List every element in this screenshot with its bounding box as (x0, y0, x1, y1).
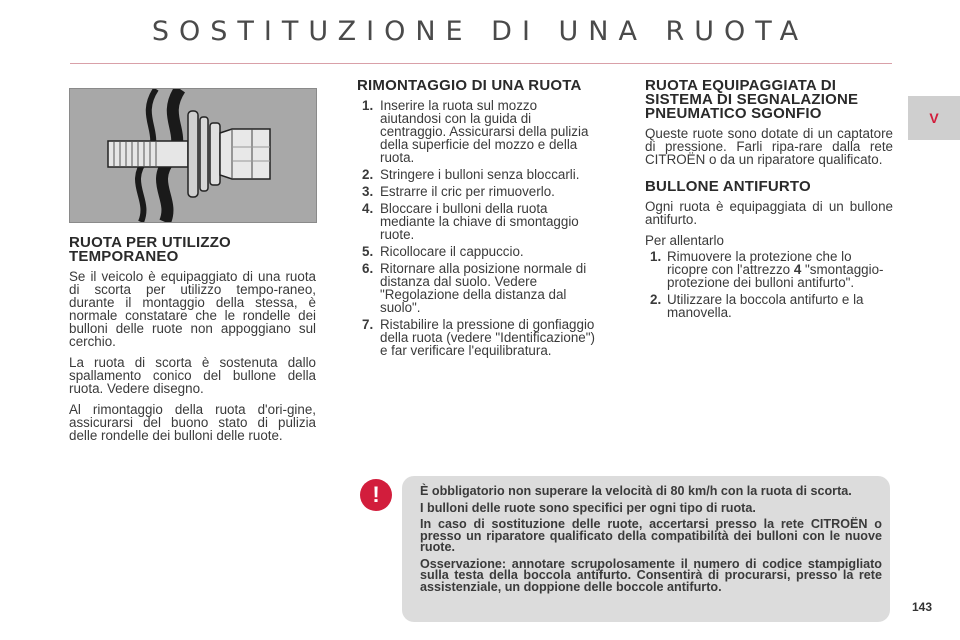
section-heading: RUOTA PER UTILIZZO TEMPORANEO (69, 234, 231, 265)
paragraph: Ogni ruota è equipaggiata di un bullone antifurto. (645, 199, 893, 227)
page-number: 143 (912, 600, 933, 614)
steps-list (357, 99, 597, 357)
list-item: 7. Ristabilire la pressione di gonfiaggio della ruota (vedere "Identificazione") e far verificare l'equilibratura. (362, 317, 595, 358)
list-item: 1. Inserire la ruota sul mozzo aiutandosi con la guida di centraggio. Assicurarsi della pulizia della superficie del mozzo e della ruota. (362, 98, 589, 165)
paragraph: Queste ruote sono dotate di un captatore di pressione. Farli ripa-rare dalla rete CITROËN o da un riparatore qualificato. (645, 126, 893, 167)
tool-number: 4 (793, 262, 802, 277)
paragraph: Al rimontaggio della ruota d'ori-gine, assicurarsi del buono stato di pulizia delle rondelle dei bulloni delle ruote. (69, 402, 316, 443)
wheel-bolt-illustration (69, 88, 317, 223)
list-item: 5. Ricollocare il cappuccio. (362, 244, 524, 259)
warning-text: I bulloni delle ruote sono specifici per ogni tipo di ruota. (420, 500, 756, 515)
list-item: 2. Stringere i bulloni senza bloccarli. (362, 167, 580, 182)
warning-text: In caso di sostituzione delle ruote, accertarsi presso la rete CITROËN o presso un riparatore qualificato della compatibilità dei bulloni con le nuove ruote. (420, 517, 882, 554)
warning-text: È obbligatorio non superare la velocità di 80 km/h con la ruota di scorta. (420, 484, 852, 498)
temporary-wheel-section (69, 236, 316, 450)
list-item: 3. Estrarre il cric per rimuoverlo. (362, 184, 555, 199)
list-item: 6. Ritornare alla posizione normale di distanza dal suolo. Vedere "Regolazione della distanza dal suolo". (362, 261, 587, 315)
tpms-antitheft-section (645, 79, 893, 323)
list-item: 4. Bloccare i bulloni della ruota mediante la chiave di smontaggio ruote. (362, 201, 579, 242)
chapter-tab[interactable]: V (908, 96, 960, 140)
list-item: 1. Rimuovere la protezione che lo ricopre con l'attrezzo 4 "smontaggio-protezione dei bulloni antifurto". (650, 249, 884, 290)
wheel-bolt-drawing (70, 89, 316, 222)
section-heading: RUOTA EQUIPAGGIATA DI SISTEMA DI SEGNALAZIONE PNEUMATICO SGONFIO (645, 77, 859, 122)
exclamation-icon: ! (360, 479, 392, 511)
paragraph: La ruota di scorta è sostenuta dallo spallamento conico del bullone della ruota. Vedere disegno. (69, 355, 316, 396)
page-title: SOSTITUZIONE DI UNA RUOTA (151, 16, 809, 47)
warning-text: Osservazione: annotare scrupolosamente il numero di codice stampigliato sulla testa della boccola antifurto. Consentirà di procurarsi, presso la rete assistenziale, un doppione delle boccole antifurto. (420, 556, 882, 594)
paragraph: Se il veicolo è equipaggiato di una ruota di scorta per utilizzo tempo-raneo, durante il montaggio della stessa, è normale constatare che le rondelle dei bulloni delle ruote non appoggiano sul cerchio. (69, 269, 316, 349)
title-divider (70, 63, 892, 64)
list-item: 2. Utilizzare la boccola antifurto e la manovella. (650, 292, 864, 320)
warning-box (402, 476, 890, 622)
steps-list (645, 250, 893, 319)
paragraph: Per allentarlo (645, 233, 724, 248)
section-heading: BULLONE ANTIFURTO (645, 178, 811, 195)
refitting-wheel-section (357, 79, 597, 361)
section-heading: RIMONTAGGIO DI UNA RUOTA (357, 77, 582, 94)
